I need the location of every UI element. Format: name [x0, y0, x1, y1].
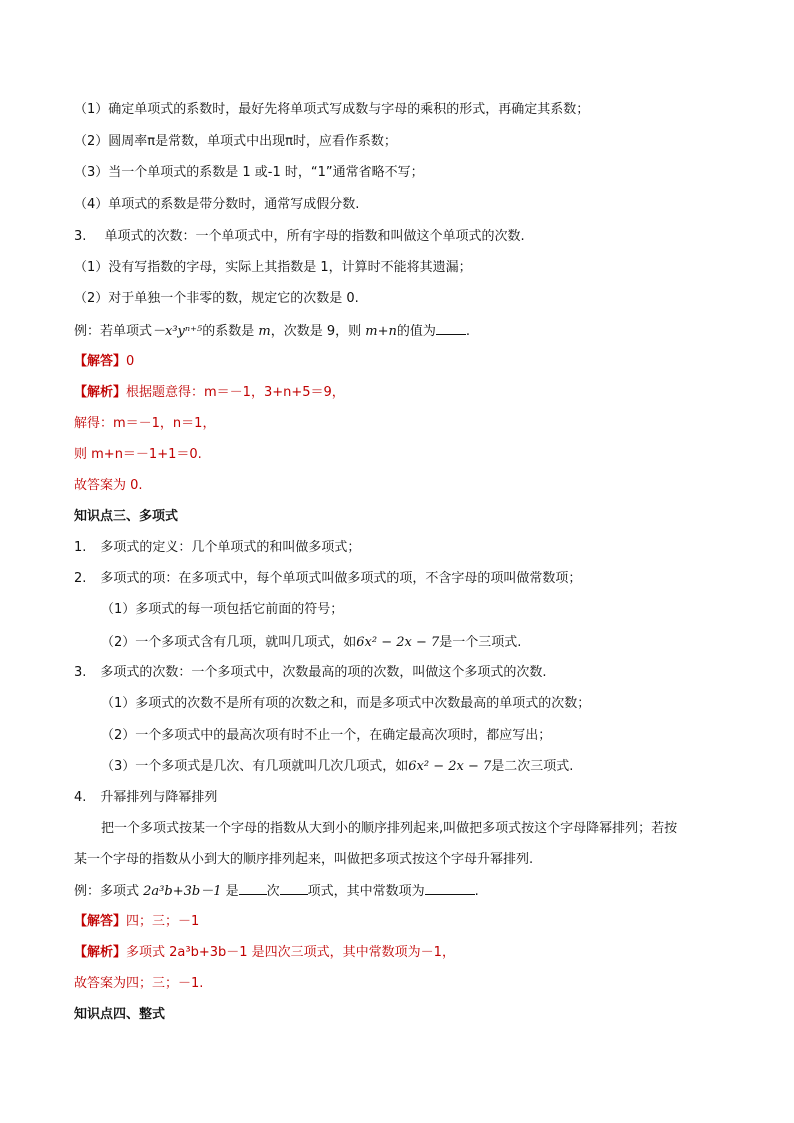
polynomial-item-1: 1. 多项式的定义：几个单项式的和叫做多项式； [74, 540, 361, 555]
coef-note-3: （3）当一个单项式的系数是 1 或-1 时，“1”通常省略不写； [74, 165, 424, 180]
polynomial-item-3-note-3: （3）一个多项式是几次、有几项就叫几次几项式，如6x² − 2x − 7是二次三项式. [101, 759, 574, 774]
polynomial-item-3-note-1: （1）多项式的次数不是所有项的次数之和，而是多项式中次数最高的单项式的次数； [101, 696, 591, 711]
analysis-1: 【解析】根据题意得：m＝－1，3+n+5＝9， [74, 385, 345, 400]
answer-tag: 【解答】 [74, 914, 127, 929]
answer-2: 【解答】四；三；－1 [74, 914, 200, 929]
polynomial-item-2: 2. 多项式的项：在多项式中，每个单项式叫做多项式的项，不含字母的项叫做常数项； [74, 571, 582, 586]
solution-line-4: 故答案为四；三；－1. [74, 976, 204, 991]
coef-note-1: （1）确定单项式的系数时，最好先将单项式写成数与字母的乘积的形式，再确定其系数； [74, 102, 590, 117]
solution-line-1: 解得：m＝－1，n＝1， [74, 416, 216, 431]
solution-line-2: 则 m+n＝－1+1＝0. [74, 447, 202, 462]
polynomial-item-3-note-2: （2）一个多项式中的最高次项有时不止一个，在确定最高次项时，都应写出； [101, 728, 552, 743]
ordering-text-line-1: 把一个多项式按某一个字母的指数从大到小的顺序排列起来,叫做把多项式按这个字母降幂排列；若按 [101, 821, 678, 836]
degree-note-2: （2）对于单独一个非零的数，规定它的次数是 0. [74, 291, 359, 306]
solution-line-3: 故答案为 0. [74, 478, 143, 493]
ordering-text-line-2: 某一个字母的指数从小到大的顺序排列起来，叫做把多项式按这个字母升幂排列. [74, 852, 534, 867]
polynomial-item-2-note-2: （2）一个多项式含有几项，就叫几项式，如6x² − 2x − 7是一个三项式. [101, 635, 522, 650]
section-heading-polynomial: 知识点三、多项式 [74, 509, 179, 524]
polynomial-expression: 2a³b+3b－1 [143, 884, 222, 899]
item-number: 3. [74, 229, 87, 244]
answer-blank [436, 322, 466, 335]
answer-blank [425, 882, 475, 895]
polynomial-item-3: 3. 多项式的次数：一个多项式中，次数最高的项的次数，叫做这个多项式的次数. [74, 665, 547, 680]
polynomial-item-4: 4. 升幂排列与降幂排列 [74, 790, 218, 805]
coef-note-2: （2）圆周率π是常数，单项式中出现π时，应看作系数； [74, 134, 397, 149]
example-1: 例：若单项式－x³yⁿ⁺⁵的系数是 m，次数是 9，则 m+n的值为 . [74, 324, 471, 339]
coef-note-4: （4）单项式的系数是带分数时，通常写成假分数. [74, 197, 360, 212]
section-heading-integral-expression: 知识点四、整式 [74, 1007, 166, 1022]
degree-heading: 3. 单项式的次数：一个单项式中，所有字母的指数和叫做这个单项式的次数. [74, 229, 525, 244]
answer-blank [239, 882, 267, 895]
answer-tag: 【解答】 [74, 354, 127, 369]
analysis-tag: 【解析】 [74, 385, 127, 400]
analysis-2: 【解析】多项式 2a³b+3b－1 是四次三项式，其中常数项为－1， [74, 945, 455, 960]
monomial-expression: －x³yⁿ⁺⁵ [152, 324, 203, 339]
answer-blank [280, 882, 308, 895]
example-2: 例：多项式 2a³b+3b－1 是 次 项式，其中常数项为 . [74, 884, 479, 899]
analysis-tag: 【解析】 [74, 945, 127, 960]
polynomial-expression: 6x² − 2x − 7 [356, 635, 440, 650]
polynomial-item-2-note-1: （1）多项式的每一项包括它前面的符号； [101, 602, 344, 617]
answer-1: 【解答】0 [74, 354, 135, 369]
degree-note-1: （1）没有写指数的字母，实际上其指数是 1，计算时不能将其遗漏； [74, 260, 472, 275]
polynomial-expression: 6x² − 2x − 7 [408, 759, 492, 774]
